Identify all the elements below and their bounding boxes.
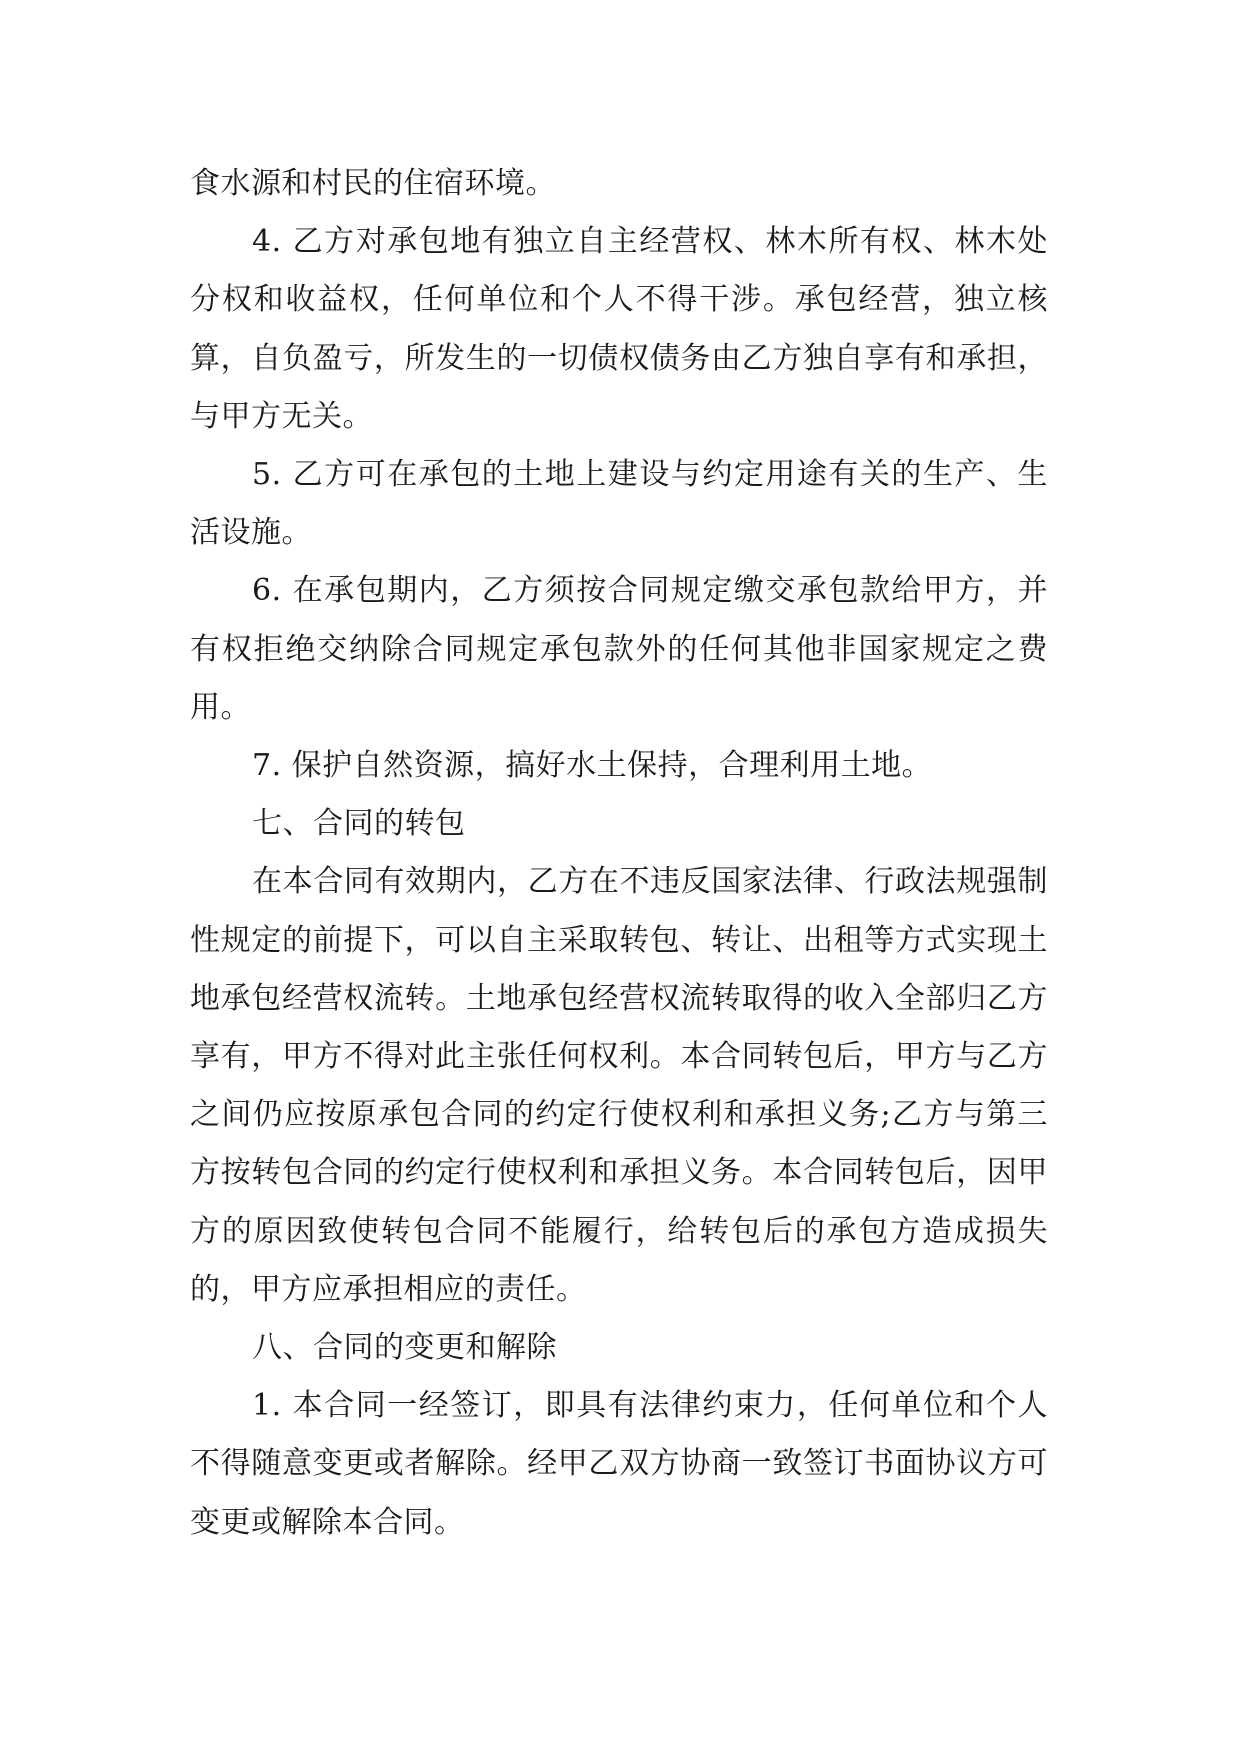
clause-4: 4. 乙方对承包地有独立自主经营权、林木所有权、林木处分权和收益权，任何单位和个人不得干涉。承包经营，独立核算，自负盈亏，所发生的一切债权债务由乙方独自享有和承担，与甲方无关。 bbox=[190, 224, 1048, 434]
paragraph-continuation: 食水源和村民的住宿环境。 bbox=[190, 166, 556, 201]
clause-8-1: 1. 本合同一经签订，即具有法律约束力，任何单位和个人不得随意变更或者解除。经甲乙双方协商一致签订书面协议方可变更或解除本合同。 bbox=[190, 1388, 1048, 1540]
clause-6: 6. 在承包期内，乙方须按合同规定缴交承包款给甲方，并有权拒绝交纳除合同规定承包款外的任何其他非国家规定之费用。 bbox=[190, 573, 1048, 725]
clause-7: 7. 保护自然资源，搞好水土保持，合理利用土地。 bbox=[252, 748, 933, 784]
document-body bbox=[190, 155, 1048, 1552]
section-heading-7: 七、合同的转包 bbox=[252, 806, 466, 842]
clause-5: 5. 乙方可在承包的土地上建设与约定用途有关的生产、生活设施。 bbox=[190, 457, 1048, 551]
section-heading-8: 八、合同的变更和解除 bbox=[252, 1330, 557, 1366]
subcontract-paragraph: 在本合同有效期内，乙方在不违反国家法律、行政法规强制性规定的前提下，可以自主采取转包、转让、出租等方式实现土地承包经营权流转。土地承包经营权流转取得的收入全部归乙方享有，甲方不得对此主张任何权利。本合同转包后，甲方与乙方之间仍应按原承包合同的约定行使权利和承担义务;乙方与第三方按转包合同的约定行使权利和承担义务。本合同转包后，因甲方的原因致使转包合同不能履行，给转包后的承包方造成损失的，甲方应承担相应的责任。 bbox=[190, 864, 1048, 1307]
